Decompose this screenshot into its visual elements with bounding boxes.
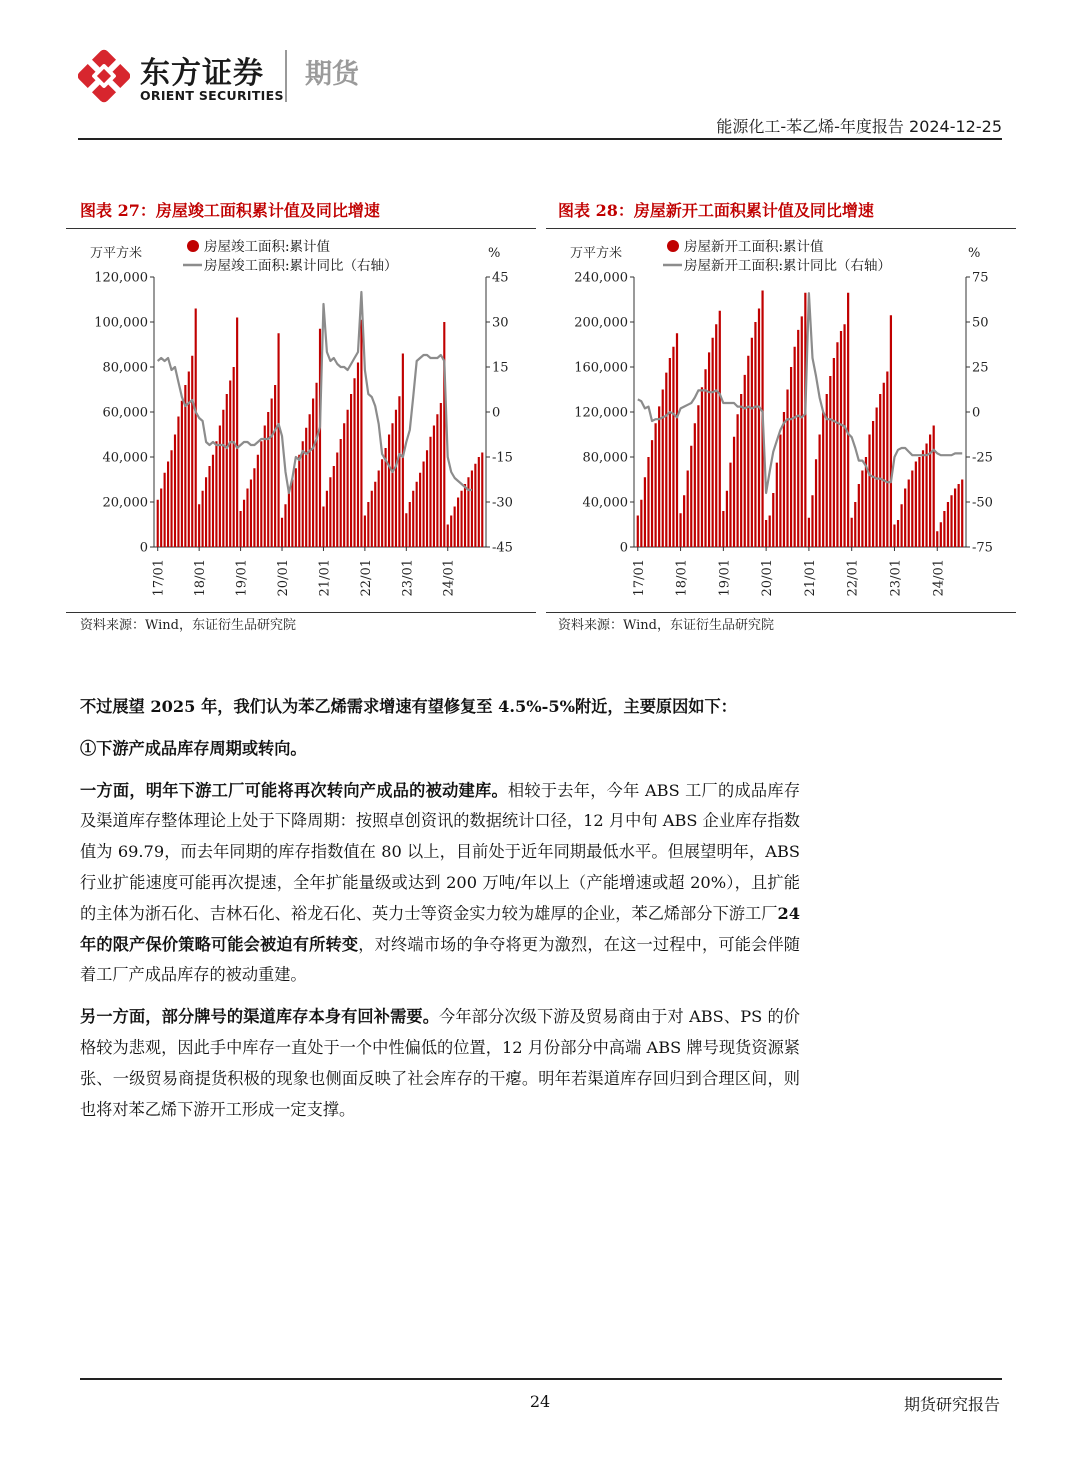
bar — [747, 356, 749, 547]
right-tick-label: -30 — [492, 495, 513, 511]
bar — [288, 491, 290, 547]
report-title: 能源化工-苯乙烯-年度报告 2024-12-25 — [716, 117, 1002, 136]
bar — [381, 459, 383, 547]
legend-bar-swatch — [187, 240, 199, 252]
bar — [215, 441, 217, 547]
bar — [340, 439, 342, 547]
bar — [198, 504, 200, 547]
bar — [205, 477, 207, 547]
brand-name-cn: 东方证券 — [140, 56, 264, 91]
paragraph-1-text: 相较于去年，今年 ABS 工厂的成品库存及渠道库存整体理论上处于下降周期：按照卓创资讯的数据统计口径，12 月中旬 ABS 企业库存指数值为 69.79，而去年同期的库存指数值在 80 以上，目前处于近年同期最低水平。但展望明年，ABS 行业扩能速度可能再次提速，全年扩能量级或达到 200 万吨/年以上（产能增速或超 20%），且扩能的主体为浙石化、吉林石化、裕龙石化、英力士等资金实力较为雄厚的企业，苯乙烯部分下游工厂 — [80, 780, 801, 923]
x-tick-label: 24/01 — [441, 559, 457, 597]
right-tick-label: 30 — [492, 315, 509, 331]
right-tick-label: -25 — [972, 450, 993, 466]
bar — [908, 480, 910, 548]
bar — [474, 464, 476, 547]
bar — [647, 457, 649, 547]
bar — [250, 480, 252, 548]
left-tick-label: 80,000 — [582, 450, 628, 466]
bar — [918, 457, 920, 547]
legend-line-label: 房屋新开工面积:累计同比（右轴） — [684, 258, 892, 274]
left-tick-label: 0 — [139, 540, 148, 556]
bar — [801, 316, 803, 547]
x-tick-label: 20/01 — [760, 559, 776, 597]
bar — [412, 491, 414, 547]
bar — [195, 309, 197, 548]
bar — [233, 367, 235, 547]
bar — [754, 322, 756, 547]
bar — [333, 466, 335, 547]
bar — [715, 324, 717, 547]
bar — [181, 401, 183, 547]
point-1-heading — [80, 734, 800, 765]
right-tick-label: -75 — [972, 540, 993, 556]
bar — [364, 516, 366, 548]
bar — [637, 516, 639, 548]
bar — [804, 293, 806, 547]
bar — [426, 450, 428, 547]
bar — [326, 491, 328, 547]
bar — [644, 477, 646, 547]
x-tick-label: 17/01 — [151, 559, 167, 597]
bar — [226, 394, 228, 547]
bar — [851, 518, 853, 547]
bar — [683, 495, 685, 547]
bar — [651, 440, 653, 547]
figure-28-bottom-rule — [546, 612, 1016, 613]
bar — [184, 385, 186, 547]
bar — [419, 473, 421, 547]
bar — [662, 390, 664, 548]
paragraph-2-lead: 另一方面，部分牌号的渠道库存本身有回补需要。 — [80, 1007, 440, 1027]
brand-name-en: ORIENT SECURITIES — [140, 88, 284, 103]
right-tick-label: 0 — [972, 405, 981, 421]
bar — [357, 363, 359, 548]
bar — [160, 489, 162, 548]
bar — [423, 462, 425, 548]
x-tick-label: 21/01 — [802, 559, 818, 597]
bar — [833, 358, 835, 547]
bar — [897, 520, 899, 547]
bar — [429, 437, 431, 547]
bar — [933, 426, 935, 548]
x-tick-label: 18/01 — [193, 559, 209, 597]
intro-paragraph — [80, 692, 800, 723]
bar — [347, 410, 349, 547]
bar — [829, 376, 831, 547]
bar — [277, 333, 279, 547]
bar — [315, 383, 317, 547]
bar — [794, 347, 796, 547]
page-number: 24 — [529, 1392, 551, 1411]
x-tick-label: 19/01 — [234, 559, 250, 597]
x-tick-label: 22/01 — [845, 559, 861, 597]
figure-27-source: 资料来源：Wind，东证衍生品研究院 — [80, 618, 296, 633]
paragraph-2-text: 今年部分次级下游及贸易商由于对 ABS、PS 的价格较为悲观，因此手中库存一直处于一个中性偏低的位置，12 月份部分中高端 ABS 牌号现货资源紧张、一级贸易商提货积极的现象也侧面反映了社会库存的干瘪。明年若渠道库存回归到合理区间，则也将对苯乙烯下游开工形成一定支撑。 — [80, 1007, 800, 1119]
bar — [836, 342, 838, 547]
bar — [274, 385, 276, 547]
right-tick-label: 50 — [972, 315, 989, 331]
bar — [840, 331, 842, 547]
right-tick-label: 25 — [972, 360, 989, 376]
x-tick-label: 17/01 — [631, 559, 647, 597]
bar — [904, 489, 906, 548]
bar — [790, 367, 792, 547]
bar — [170, 450, 172, 547]
x-tick-label: 23/01 — [888, 559, 904, 597]
right-tick-label: -50 — [972, 495, 993, 511]
left-tick-label: 120,000 — [94, 270, 148, 286]
bar — [464, 484, 466, 547]
left-tick-label: 100,000 — [94, 315, 148, 331]
bar — [433, 426, 435, 548]
left-tick-label: 240,000 — [574, 270, 628, 286]
bar — [353, 378, 355, 547]
bar — [219, 426, 221, 548]
bar — [295, 468, 297, 547]
bar — [687, 471, 689, 548]
bar — [164, 473, 166, 547]
bar — [769, 516, 771, 548]
legend-bar-label: 房屋竣工面积:累计值 — [204, 239, 331, 255]
bar — [765, 520, 767, 547]
bar — [309, 414, 311, 547]
bar — [305, 428, 307, 547]
bar — [481, 453, 483, 548]
bar — [367, 502, 369, 547]
bar — [893, 525, 895, 548]
bar — [336, 453, 338, 548]
bar — [322, 507, 324, 548]
bar — [378, 471, 380, 548]
intro-text: 不过展望 2025 年，我们认为苯乙烯需求增速有望修复至 4.5%-5%附近，主要原因如下： — [80, 697, 737, 716]
right-tick-label: 75 — [972, 270, 989, 286]
bar — [740, 394, 742, 547]
bar — [229, 381, 231, 548]
bar — [901, 504, 903, 547]
bar — [669, 358, 671, 547]
legend-bar-label: 房屋新开工面积:累计值 — [684, 239, 824, 255]
bar — [212, 455, 214, 547]
bar — [460, 491, 462, 547]
bar — [922, 450, 924, 547]
bar — [405, 513, 407, 547]
right-tick-label: 15 — [492, 360, 509, 376]
bar — [819, 435, 821, 548]
figure-28-title: 图表 28：房屋新开工面积累计值及同比增速 — [558, 201, 874, 220]
bar — [291, 480, 293, 548]
bar — [177, 417, 179, 548]
left-tick-label: 200,000 — [574, 315, 628, 331]
bar — [416, 482, 418, 547]
point-1-text: ①下游产成品库存周期或转向。 — [80, 738, 307, 758]
bar — [388, 435, 390, 548]
bar — [676, 333, 678, 547]
bar — [694, 423, 696, 547]
bar — [281, 518, 283, 547]
bar — [398, 396, 400, 547]
legend-bar-swatch — [667, 240, 679, 252]
bar — [808, 518, 810, 547]
bar — [847, 293, 849, 547]
right-unit-label: % — [968, 246, 981, 261]
bar — [264, 426, 266, 548]
bar — [712, 338, 714, 547]
left-tick-label: 0 — [619, 540, 628, 556]
bar — [191, 356, 193, 547]
bar — [858, 484, 860, 547]
bar — [815, 459, 817, 547]
bar — [890, 315, 892, 547]
chart-27 — [66, 229, 536, 612]
bar — [786, 390, 788, 548]
bar — [940, 522, 942, 547]
bar — [391, 423, 393, 547]
bar — [312, 399, 314, 548]
paragraph-1-emphasis: 24 年的限产保价策略可能会被迫有所转变 — [80, 903, 800, 954]
bar — [797, 330, 799, 547]
bar — [708, 352, 710, 547]
bar — [167, 462, 169, 548]
bar — [758, 309, 760, 548]
bar — [454, 507, 456, 548]
x-tick-label: 18/01 — [674, 559, 690, 597]
bar — [471, 471, 473, 548]
bar — [729, 463, 731, 547]
bar — [350, 394, 352, 547]
right-tick-label: -45 — [492, 540, 513, 556]
bar — [879, 394, 881, 547]
bar — [436, 414, 438, 547]
bar — [947, 502, 949, 547]
bar — [329, 477, 331, 547]
bar — [776, 463, 778, 547]
right-tick-label: -15 — [492, 450, 513, 466]
bar — [658, 406, 660, 547]
bar — [954, 489, 956, 548]
bar — [447, 525, 449, 548]
bar — [202, 491, 204, 547]
bar — [961, 480, 963, 548]
orient-securities-logo-icon — [78, 48, 130, 104]
left-tick-label: 160,000 — [574, 360, 628, 376]
bar — [284, 504, 286, 547]
bar — [257, 455, 259, 547]
bar — [943, 511, 945, 547]
right-tick-label: 0 — [492, 405, 501, 421]
header-rule — [78, 138, 1002, 140]
x-tick-label: 21/01 — [317, 559, 333, 597]
x-tick-label: 24/01 — [931, 559, 947, 597]
x-tick-label: 19/01 — [717, 559, 733, 597]
legend-line-label: 房屋竣工面积:累计同比（右轴） — [204, 258, 398, 274]
figure-27-title: 图表 27：房屋竣工面积累计值及同比增速 — [80, 201, 380, 220]
bar — [246, 489, 248, 548]
bar — [701, 387, 703, 547]
chart-28 — [546, 229, 1016, 612]
bar — [395, 410, 397, 547]
left-tick-label: 20,000 — [102, 495, 148, 511]
bar — [925, 444, 927, 548]
bar — [958, 484, 960, 547]
x-tick-label: 23/01 — [400, 559, 416, 597]
bar — [886, 372, 888, 548]
figure-27-bottom-rule — [66, 612, 536, 613]
left-unit-label: 万平方米 — [570, 246, 623, 261]
paragraph-2 — [80, 1002, 800, 1125]
bar — [467, 477, 469, 547]
bar — [883, 383, 885, 547]
bar — [360, 320, 362, 547]
bar — [861, 471, 863, 548]
bar — [298, 455, 300, 547]
left-tick-label: 40,000 — [582, 495, 628, 511]
bar — [443, 322, 445, 547]
left-unit-label: 万平方米 — [90, 246, 143, 261]
bar — [779, 435, 781, 548]
figure-28-source: 资料来源：Wind，东证衍生品研究院 — [558, 618, 774, 633]
bar — [719, 311, 721, 547]
bar — [440, 403, 442, 547]
bar — [319, 329, 321, 547]
brand-subtitle: 期货 — [305, 59, 359, 90]
bar — [174, 435, 176, 548]
bar — [843, 324, 845, 547]
bar — [409, 502, 411, 547]
right-tick-label: 45 — [492, 270, 509, 286]
bar — [271, 399, 273, 548]
bar — [868, 435, 870, 548]
right-unit-label: % — [488, 246, 501, 261]
bar — [260, 441, 262, 547]
bar — [450, 516, 452, 548]
bar — [936, 531, 938, 547]
bar — [640, 500, 642, 547]
left-tick-label: 80,000 — [102, 360, 148, 376]
bar — [915, 462, 917, 548]
bar — [811, 495, 813, 547]
bar — [822, 412, 824, 547]
bar — [772, 493, 774, 547]
paragraph-1 — [80, 776, 800, 992]
bar — [950, 495, 952, 547]
bar — [722, 511, 724, 547]
bar — [253, 468, 255, 547]
bar — [188, 372, 190, 548]
yoy-line — [638, 293, 962, 493]
bar — [243, 500, 245, 547]
bar — [672, 347, 674, 547]
bar — [208, 466, 210, 547]
x-tick-label: 20/01 — [276, 559, 292, 597]
bar — [222, 410, 224, 547]
bar — [374, 482, 376, 547]
bar — [343, 423, 345, 547]
bar — [240, 511, 242, 547]
bar — [744, 375, 746, 547]
bar — [872, 421, 874, 547]
bar — [679, 513, 681, 547]
bar — [854, 502, 856, 547]
bar — [371, 491, 373, 547]
bar — [157, 500, 159, 547]
footer-rule — [80, 1378, 1002, 1380]
paragraph-1-lead: 一方面，明年下游工厂可能将再次转向产成品的被动建库。 — [80, 780, 508, 800]
bar — [911, 471, 913, 548]
paragraph-1-tail: ，对终端市场的争夺将更为激烈，在这一过程中，可能会伴随着工厂产成品库存的被动重建。 — [80, 934, 800, 985]
brand-divider — [285, 50, 287, 102]
bar — [697, 405, 699, 547]
body-text — [80, 692, 800, 1136]
bar — [655, 423, 657, 547]
yoy-line — [158, 292, 472, 493]
left-tick-label: 120,000 — [574, 405, 628, 421]
footer-label: 期货研究报告 — [903, 1395, 1000, 1414]
bar — [302, 441, 304, 547]
x-tick-label: 22/01 — [358, 559, 374, 597]
left-tick-label: 60,000 — [102, 405, 148, 421]
bar — [783, 412, 785, 547]
bar — [690, 446, 692, 547]
bar — [665, 373, 667, 547]
bar — [751, 338, 753, 547]
bar — [726, 491, 728, 547]
bar — [478, 457, 480, 547]
bar — [704, 369, 706, 547]
left-tick-label: 40,000 — [102, 450, 148, 466]
bar — [733, 437, 735, 547]
bar — [267, 412, 269, 547]
bar — [457, 498, 459, 548]
bar — [737, 414, 739, 547]
bar — [236, 318, 238, 548]
